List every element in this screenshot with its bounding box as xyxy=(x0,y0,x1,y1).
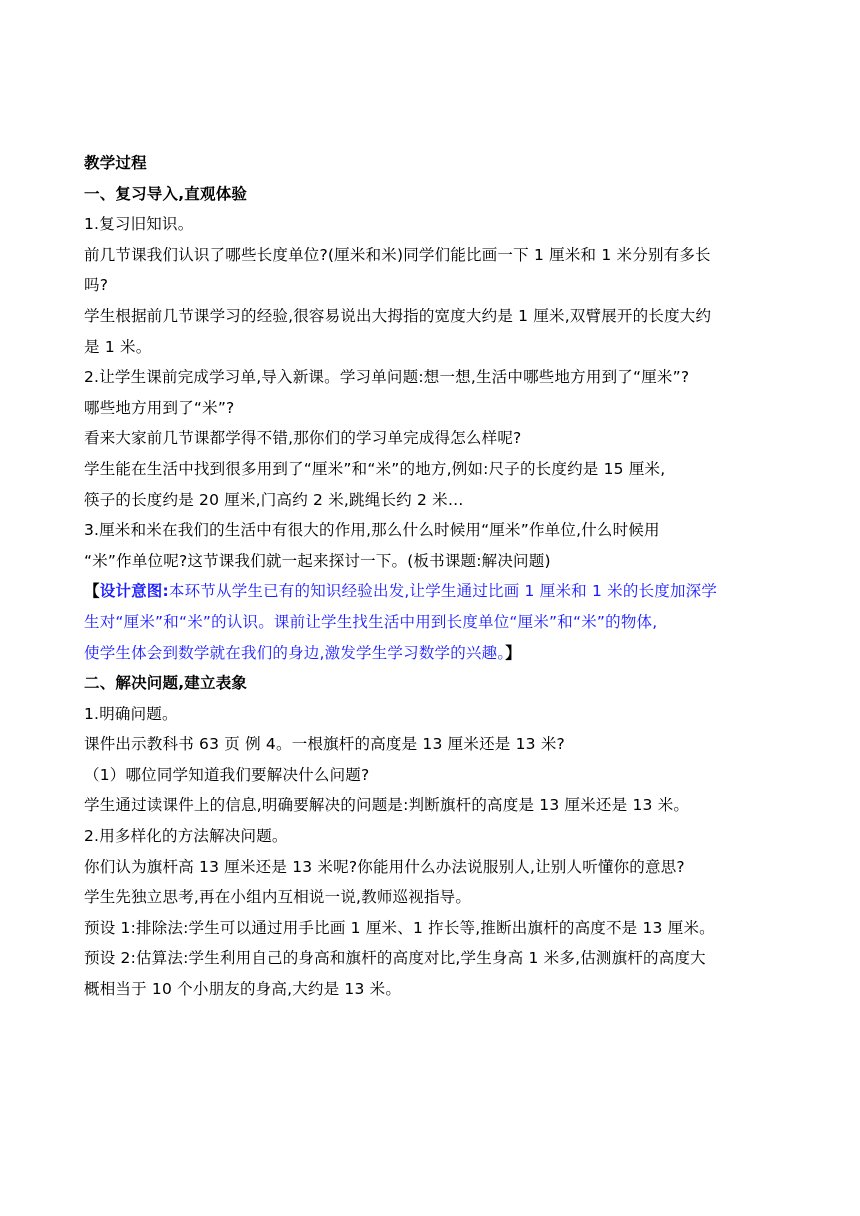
section1-paragraph-line: 学生根据前几节课学习的经验,很容易说出大拇指的宽度大约是 1 厘米,双臂展开的长度大约 xyxy=(84,306,712,325)
document-body xyxy=(84,148,784,1005)
section2-step1-title: 1.明确问题。 xyxy=(84,704,178,723)
section1-step3-line: “米”作单位呢?这节课我们就一起来探讨一下。(板书课题:解决问题) xyxy=(84,551,551,570)
section2-preset-2: 预设 2:估算法:学生利用自己的身高和旗杆的高度对比,学生身高 1 米多,估测旗杆的高度大 xyxy=(84,949,706,968)
section1-heading: 一、复习导入,直观体验 xyxy=(84,184,248,203)
section1-paragraph-line: 吗? xyxy=(84,276,109,295)
design-intent-text: 本环节从学生已有的知识经验出发,让学生通过比画 1 厘米和 1 米的长度加深学 xyxy=(168,582,718,601)
section1-paragraph-line: 筷子的长度约是 20 厘米,门高约 2 米,跳绳长约 2 米… xyxy=(84,490,464,509)
design-intent-line xyxy=(84,638,784,669)
design-intent-open-bracket: 【 xyxy=(84,582,100,601)
section1-step1-title: 1.复习旧知识。 xyxy=(84,215,194,234)
section1-paragraph-line: 是 1 米。 xyxy=(84,337,152,356)
section2-question: （1）哪位同学知道我们要解决什么问题? xyxy=(84,765,370,784)
section2-heading: 二、解决问题,建立表象 xyxy=(84,674,248,693)
document-title: 教学过程 xyxy=(84,154,147,172)
design-intent-text: 使学生体会到数学就在我们的身边,激发学生学习数学的兴趣。 xyxy=(84,643,506,662)
section2-paragraph-line: 课件出示教科书 63 页 例 4。一根旗杆的高度是 13 厘米还是 13 米? xyxy=(84,735,565,754)
section2-preset-1: 预设 1:排除法:学生可以通过用手比画 1 厘米、1 拃长等,推断出旗杆的高度不是 13 厘米。 xyxy=(84,918,715,937)
section1-paragraph-line: 学生能在生活中找到很多用到了“厘米”和“米”的地方,例如:尺子的长度约是 15 厘米, xyxy=(84,459,666,478)
section1-paragraph-line: 看来大家前几节课都学得不错,那你们的学习单完成得怎么样呢? xyxy=(84,429,522,448)
section2-paragraph-line: 学生通过读课件上的信息,明确要解决的问题是:判断旗杆的高度是 13 厘米还是 13 米。 xyxy=(84,796,690,815)
design-intent-label: 设计意图: xyxy=(99,582,169,601)
section1-step2-line: 哪些地方用到了“米”? xyxy=(84,398,235,417)
design-intent-line xyxy=(84,576,784,607)
section1-paragraph-line: 前几节课我们认识了哪些长度单位?(厘米和米)同学们能比画一下 1 厘米和 1 米分别有多长 xyxy=(84,245,711,264)
design-intent-line: 生对“厘米”和“米”的认识。课前让学生找生活中用到长度单位“厘米”和“米”的物体, xyxy=(84,612,658,631)
section1-step3-line: 3.厘米和米在我们的生活中有很大的作用,那么什么时候用“厘米”作单位,什么时候用 xyxy=(84,521,660,540)
section2-paragraph-line: 学生先独立思考,再在小组内互相说一说,教师巡视指导。 xyxy=(84,888,472,907)
section1-step2-line: 2.让学生课前完成学习单,导入新课。学习单问题:想一想,生活中哪些地方用到了“厘米”? xyxy=(84,368,690,387)
section2-step2-title: 2.用多样化的方法解决问题。 xyxy=(84,827,288,846)
design-intent-close-bracket: 】 xyxy=(505,643,521,662)
section2-paragraph-line: 你们认为旗杆高 13 厘米还是 13 米呢?你能用什么办法说服别人,让别人听懂你的意思? xyxy=(84,857,685,876)
section2-preset-2: 概相当于 10 个小朋友的身高,大约是 13 米。 xyxy=(84,980,402,999)
